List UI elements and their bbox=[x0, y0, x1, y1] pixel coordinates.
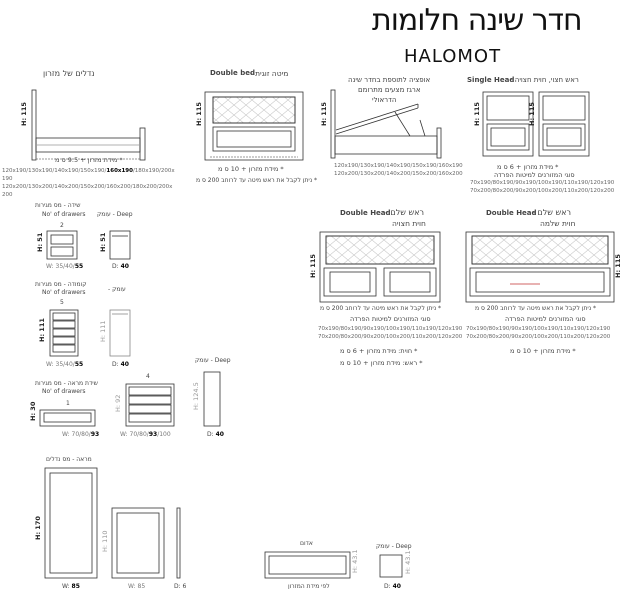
storage-bed-title-3: הדראולי bbox=[372, 96, 397, 104]
nightstand-width: W: 35/40/55 bbox=[46, 263, 84, 270]
single-head-title-en: Single Head bbox=[467, 76, 515, 84]
mirror-width-big: W: 85 bbox=[62, 583, 80, 590]
chest-drawers-he: קומודה - מס מגירות bbox=[35, 281, 87, 288]
double-head-full-sizes-2: 70x200/80x200/90x200/100x200/110x200/120x200 bbox=[466, 334, 611, 340]
double-head-full-drawing bbox=[466, 232, 614, 302]
double-head-split-note4: * ראש: מידת מזרון + 10 ס מ bbox=[340, 359, 423, 367]
storage-bed-title-2: ארגז מצעים מתרומם bbox=[358, 86, 421, 94]
single-head-drawing bbox=[483, 92, 589, 156]
bed-plain-note: * מידת מזרון + 9.5 ס מ bbox=[55, 156, 123, 164]
double-head-split-note2: סוגי המזורנים למיטות הפרדה bbox=[350, 315, 431, 323]
dresser-count-low: 1 bbox=[66, 400, 70, 407]
bench-title: אדום bbox=[300, 540, 313, 547]
double-head-full-note3: * מידת מזרון + 10 ס מ bbox=[510, 347, 576, 355]
dresser-deep: Deep - עומק bbox=[195, 357, 231, 364]
double-bed-drawing bbox=[205, 92, 303, 160]
chest-height-side: H: 111 bbox=[99, 320, 107, 342]
double-head-full-sizes-1: 70x190/80x190/90x190/100x190/110x190/120x190 bbox=[466, 326, 611, 332]
double-head-split-note3: * חוית: מידת מזרון + 6 ס מ bbox=[340, 347, 418, 355]
single-head-height-left: H: 115 bbox=[473, 102, 481, 126]
double-head-split-subtitle: חוית חצויה bbox=[392, 219, 426, 228]
double-head-split-sizes-2: 70x200/80x200/90x200/100x200/110x200/120x200 bbox=[318, 334, 463, 340]
dresser-height-high: H: 92 bbox=[114, 394, 122, 412]
nightstand-drawers-en: No' of drawers bbox=[42, 211, 86, 218]
bed-plain-drawing bbox=[32, 90, 145, 160]
nightstand-drawing bbox=[47, 231, 130, 259]
nightstand-height-side: H: 51 bbox=[99, 232, 107, 252]
single-head-sizes-2: 70x200/80x200/90x200/100x200/110x200/120x200 bbox=[470, 188, 615, 194]
bed-plain-sizes-line2: 190 bbox=[2, 176, 13, 182]
double-bed-height: H: 115 bbox=[195, 102, 203, 126]
dresser-low-drawing bbox=[40, 410, 95, 426]
double-bed-title-he: מיטה זוגית - bbox=[250, 69, 289, 78]
bed-plain-sizes-line4: 200 bbox=[2, 192, 13, 198]
single-head-sizes-1: 70x190/80x190/90x190/100x190/110x190/120x190 bbox=[470, 180, 615, 186]
single-head-height-right: H: 115 bbox=[528, 102, 536, 126]
nightstand-drawer-count: 2 bbox=[60, 222, 64, 229]
storage-bed-sizes-2: 120x200/130x200/140x200/150x200/160x200 bbox=[334, 171, 463, 177]
double-head-split-note1: * ניתן לקבל את ראש מיטה עד לרוחב 200 ס מ bbox=[320, 305, 442, 312]
bed-plain-title: נדלים של מזרון bbox=[43, 69, 95, 78]
mirror-height-med: H: 110 bbox=[101, 530, 109, 552]
nightstand-height-front: H: 51 bbox=[36, 232, 44, 252]
double-head-full-height: H: 115 bbox=[614, 254, 622, 278]
mirror-height-big: H: 170 bbox=[34, 516, 42, 540]
bench-height: H: 43.1 bbox=[351, 549, 359, 573]
double-head-split-sizes-1: 70x190/80x190/90x190/100x190/110x190/120x190 bbox=[318, 326, 463, 332]
stool-drawing bbox=[380, 555, 402, 577]
single-head-note2: סוגי המזורנים למיטות הפרדה bbox=[494, 171, 575, 179]
storage-bed-height: H: 115 bbox=[320, 102, 328, 126]
mirror-width-med: W: 85 bbox=[128, 583, 146, 590]
double-head-split-drawing bbox=[320, 232, 440, 302]
stool-depth: D: 40 bbox=[384, 583, 401, 590]
bench-width-note: לפי מידת המזרון bbox=[288, 583, 330, 590]
nightstand-depth: D: 40 bbox=[112, 263, 129, 270]
chest-width: W: 35/40/55 bbox=[46, 361, 84, 368]
double-head-full-subtitle: חוית שלמה bbox=[540, 219, 576, 228]
dresser-depth: D: 40 bbox=[207, 431, 224, 438]
page-title-en: HALOMOT bbox=[404, 46, 502, 67]
dresser-drawers-he: שידת מראה - מס מגירות bbox=[35, 380, 98, 387]
bed-plain-height: H: 115 bbox=[20, 102, 28, 126]
dresser-width-high: W: 70/80/93/100 bbox=[120, 431, 171, 438]
page-title-he: חדר שינה חלומות bbox=[372, 3, 582, 38]
chest-height-front: H: 111 bbox=[38, 318, 46, 342]
double-bed-title-en: Double bed bbox=[210, 69, 255, 77]
dresser-drawers-en: No' of drawers bbox=[42, 388, 86, 395]
bed-plain-sizes-line3: 120x200/130x200/140x200/150x200/160x200/180x200/200x bbox=[2, 184, 173, 190]
double-head-split-height: H: 115 bbox=[309, 254, 317, 278]
mirror-drawing bbox=[45, 468, 180, 578]
double-head-split-title-en: Double Head bbox=[340, 209, 391, 217]
chest-drawing bbox=[50, 310, 130, 356]
double-bed-note1: * מידת מזרון + 10 ס מ bbox=[218, 165, 284, 173]
double-head-full-title-he: ראש שלם - bbox=[532, 208, 572, 217]
mirror-depth: D: 6 bbox=[174, 583, 187, 590]
double-bed-note2: * ניתן לקבל את ראש מיטה עד לרוחב 200 ס מ bbox=[196, 177, 318, 184]
storage-bed-sizes-1: 120x190/130x190/140x190/150x190/160x190 bbox=[334, 163, 463, 169]
single-head-note1: * מידת מזרון + 6 ס מ bbox=[497, 163, 559, 171]
nightstand-drawers-he: שידה - מס מגירות bbox=[35, 202, 81, 209]
mirror-title: מראה - מס נדלים bbox=[46, 456, 92, 463]
bed-plain-sizes-line1: 120x190/130x190/140x190/150x190/160x190/180x190/200x bbox=[2, 168, 175, 174]
double-head-split-title-he: ראש שלם - bbox=[385, 208, 425, 217]
bench-drawing bbox=[265, 552, 350, 578]
chest-drawer-count: 5 bbox=[60, 299, 64, 306]
dresser-width-low: W: 70/80/93 bbox=[62, 431, 100, 438]
chest-deep: עומק - bbox=[108, 286, 126, 293]
stool-height: H: 43.1 bbox=[404, 550, 412, 574]
single-head-title-he: ראש חצוי, חוית חצויה - bbox=[510, 76, 579, 84]
nightstand-deep: Deep - עומק bbox=[97, 211, 133, 218]
chest-drawers-en: No' of drawers bbox=[42, 289, 86, 296]
dresser-height-low: H: 30 bbox=[29, 401, 37, 421]
dresser-high-drawing bbox=[126, 372, 220, 426]
chest-depth: D: 40 bbox=[112, 361, 129, 368]
double-head-full-note1: * ניתן לקבל את ראש מיטה עד לרוחב 200 ס מ bbox=[475, 305, 597, 312]
stool-deep: Deep - עומק bbox=[376, 543, 412, 550]
dresser-count-high: 4 bbox=[146, 373, 150, 380]
storage-bed-title-1: אופציה לתוספת בחדר שינה bbox=[348, 76, 431, 84]
double-head-full-title-en: Double Head bbox=[486, 209, 537, 217]
dresser-height-side: H: 124.5 bbox=[192, 382, 200, 410]
double-head-full-note2: סוגי המזורנים למיטות הפרדה bbox=[505, 315, 586, 323]
